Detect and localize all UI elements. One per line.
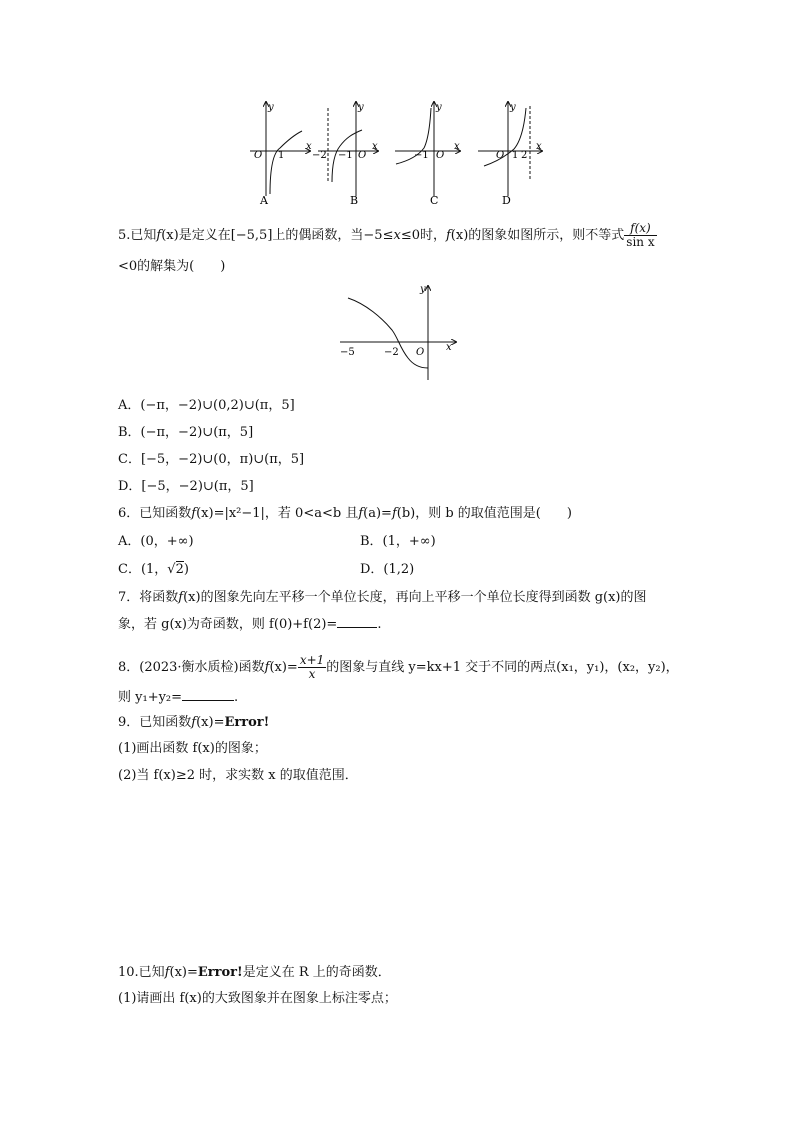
q6-option-a: A．(0，+∞): [118, 534, 194, 549]
graph-c-origin: O: [436, 150, 445, 161]
q5-tick-neg2: −2: [384, 347, 399, 358]
graph-d-x-label: x: [536, 141, 542, 152]
graph-a-y-label: y: [268, 102, 274, 113]
graph-b: [312, 102, 378, 207]
graph-b-x-label: x: [372, 141, 378, 152]
graph-b-tick-neg2: −2: [312, 150, 327, 161]
q5-option-c: C．[−5，−2)∪(0，π)∪(π，5]: [118, 452, 305, 467]
graph-b-label: B: [350, 194, 359, 207]
graph-c-tick-neg1: −1: [414, 150, 429, 161]
q7-answer-blank[interactable]: [337, 615, 377, 628]
q6-option-d: D．(1,2): [360, 562, 415, 577]
graph-d-tick-2: 2: [521, 150, 528, 161]
q6-option-b: B．(1，+∞): [360, 534, 436, 549]
q8-line1: 8．(2023·衡水质检)函数f(x)= $\frac{x+1}{x}$ 的图象与直线 y=kx+1 交于不同的两点(x₁，y₁)，(x₂，y₂)，: [118, 653, 679, 681]
graph-d-origin: O: [496, 150, 505, 161]
q5-origin: O: [416, 347, 425, 358]
q9-sub2: (2)当 f(x)≥2 时，求实数 x 的取值范围．: [118, 768, 358, 783]
graph-b-tick-neg1: −1: [338, 150, 353, 161]
q10-stem: 10.已知f(x)=Error!是定义在 R 上的奇函数．: [118, 965, 391, 980]
q5-option-d: D．[−5，−2)∪(π，5]: [118, 479, 254, 494]
graph-d-y-label: y: [510, 102, 516, 113]
q9-sub1: (1)画出函数 f(x)的图象；: [118, 741, 267, 756]
q6-stem: 6．已知函数f(x)=|x²−1|，若 0<a<b 且f(a)=f(b)，则 b 的取值范围是( ): [118, 506, 572, 521]
graph-d-label: D: [502, 194, 511, 207]
q5-option-b: B．(−π，−2)∪(π，5]: [118, 425, 254, 440]
graph-a-tick-1: 1: [278, 150, 285, 161]
graph-a-x-label: x: [306, 141, 312, 152]
q8-line2: 则 y₁+y₂= .: [118, 690, 239, 705]
q5-y-label: y: [420, 284, 426, 295]
graph-d-tick-1: 1: [512, 150, 519, 161]
q5-fraction: $\frac{f(x)}{\text{sin x}}$: [626, 221, 655, 249]
sqrt-sign: √: [167, 562, 176, 577]
q8-answer-blank[interactable]: [182, 688, 234, 701]
q6-option-c: C．(1，√2): [118, 562, 189, 577]
q9-stem: 9．已知函数f(x)=Error!: [118, 715, 270, 730]
q5-tick-neg5: −5: [340, 347, 355, 358]
graph-c: [395, 102, 460, 207]
q5-line1: 5.已知f(x)是定义在[−5,5]上的偶函数，当−5≤x≤0时，f(x)的图象如图所示，则不等式 $\frac{f(x)}{\text{sin x}}$: [118, 221, 655, 249]
graph-a: [250, 102, 312, 207]
q7-line2: 象，若 g(x)为奇函数，则 f(0)+f(2)= .: [118, 617, 382, 632]
q7-line1: 7．将函数f(x)的图象先向左平移一个单位长度，再向上平移一个单位长度得到函数 g(x)的图: [118, 590, 647, 605]
graph-c-x-label: x: [454, 141, 460, 152]
graph-b-origin: O: [358, 150, 367, 161]
graph-b-y-label: y: [358, 102, 364, 113]
q5-figure: [336, 282, 460, 386]
q5-line2: <0的解集为( ): [118, 259, 226, 274]
q8-fraction: $\frac{x+1}{x}$: [299, 653, 325, 681]
q10-sub1: (1)请画出 f(x)的大致图象并在图象上标注零点；: [118, 991, 397, 1006]
graph-c-y-label: y: [436, 102, 442, 113]
graph-a-label: A: [260, 194, 268, 207]
q5-x-label: x: [446, 342, 452, 353]
figure-options-graphs: [240, 96, 550, 208]
graph-d: [478, 102, 542, 207]
graph-c-label: C: [430, 194, 439, 207]
q5-option-a: A．(−π，−2)∪(0,2)∪(π，5]: [118, 398, 295, 413]
graph-a-origin: O: [254, 150, 263, 161]
